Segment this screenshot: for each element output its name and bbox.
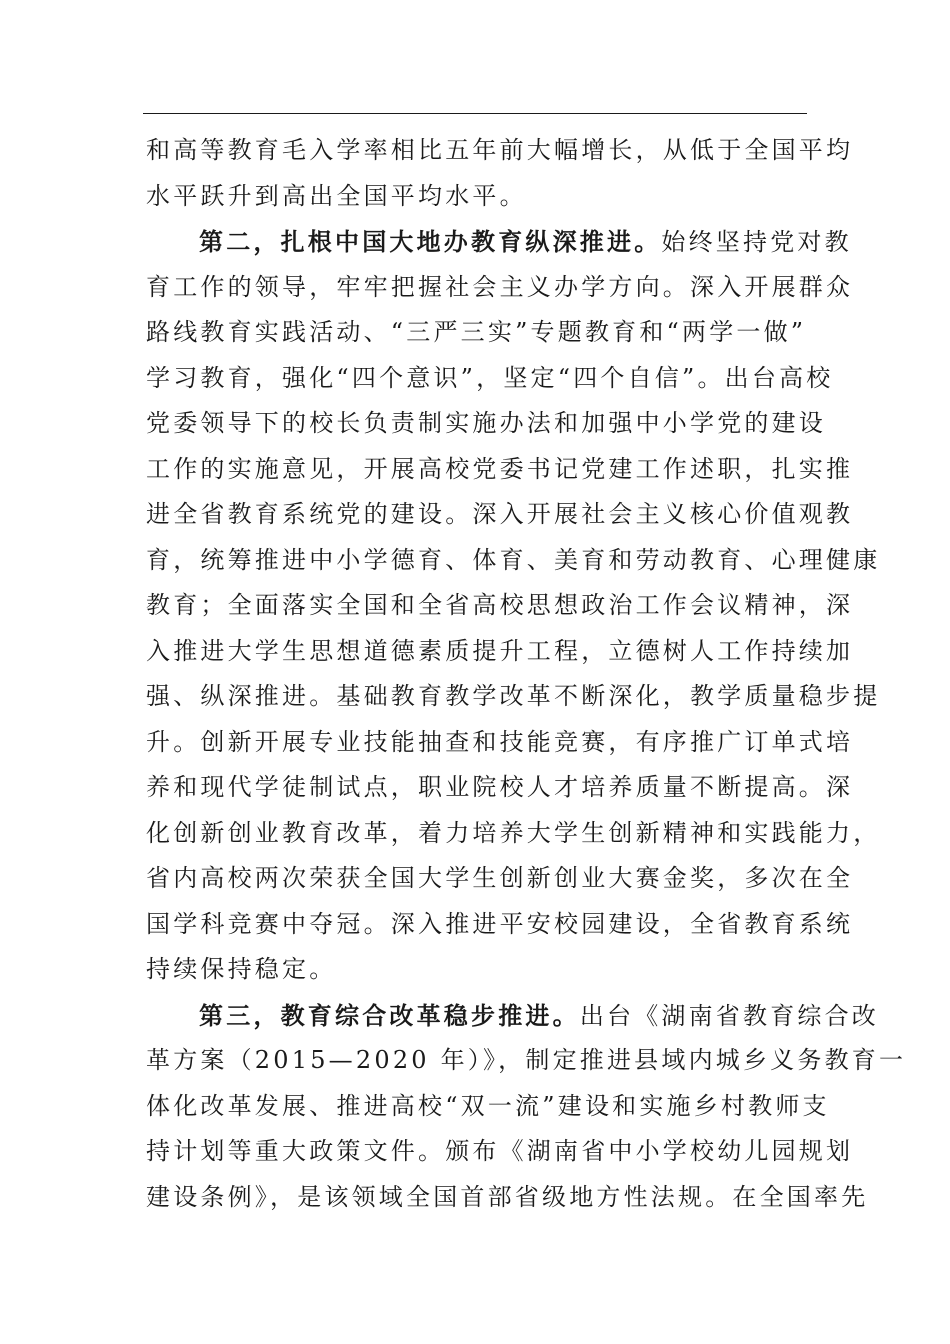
text-line: 学习教育，强化“四个意识”，坚定“四个自信”。出台高校	[146, 363, 834, 392]
text-line: 入推进大学生思想道德素质提升工程，立德树人工作持续加	[146, 636, 854, 665]
paragraph-lead: 第二，扎根中国大地办教育纵深推进。	[199, 227, 662, 256]
text-run: 始终坚持党对教	[661, 228, 852, 256]
text-line: 省内高校两次荣获全国大学生创新创业大赛金奖，多次在全	[146, 864, 854, 892]
text-run: 出台《湖南省教育综合改	[579, 1001, 880, 1030]
text-line: 建设条例》，是该领域全国首部省级地方性法规。在全国率先	[146, 1182, 869, 1211]
paragraph-3	[146, 993, 907, 1221]
text-line: 养和现代学徒制试点，职业院校人才培养质量不断提高。深	[146, 773, 854, 801]
text-line: 升。创新开展专业技能抽查和技能竞赛，有序推广订单式培	[146, 727, 854, 756]
body-text	[146, 128, 907, 1220]
text-line: 育，统筹推进中小学德育、体育、美育和劳动教育、心理健康	[146, 545, 881, 574]
text-line: 进全省教育系统党的建设。深入开展社会主义核心价值观教	[146, 500, 854, 528]
text-line: 化创新创业教育改革，着力培养大学生创新精神和实践能力，	[146, 818, 881, 847]
text-line	[146, 219, 852, 265]
text-line: 强、纵深推进。基础教育教学改革不断深化，教学质量稳步提	[146, 682, 881, 710]
text-line: 和高等教育毛入学率相比五年前大幅增长，从低于全国平均	[146, 136, 854, 164]
text-line: 工作的实施意见，开展高校党委书记党建工作述职，扎实推	[146, 454, 854, 483]
text-line: 持计划等重大政策文件。颁布《湖南省中小学校幼儿园规划	[146, 1137, 854, 1165]
text-line: 教育；全面落实全国和全省高校思想政治工作会议精神，深	[146, 591, 854, 619]
text-line: 持续保持稳定。	[146, 955, 337, 983]
paragraph-lead: 第三，教育综合改革稳步推进。	[199, 1000, 580, 1030]
text-line: 党委领导下的校长负责制实施办法和加强中小学党的建设	[146, 409, 826, 437]
text-line: 革方案（2015—2020 年）》，制定推进县域内城乡义务教育一	[146, 1046, 907, 1074]
text-line	[146, 993, 880, 1039]
paragraph-2	[146, 219, 881, 993]
text-line: 体化改革发展、推进高校“双一流”建设和实施乡村教师支	[146, 1091, 830, 1120]
header-rule	[143, 113, 807, 114]
paragraph-1	[146, 128, 854, 219]
text-line: 国学科竞赛中夺冠。深入推进平安校园建设，全省教育系统	[146, 909, 854, 938]
text-line: 育工作的领导，牢牢把握社会主义办学方向。深入开展群众	[146, 272, 854, 301]
text-line: 路线教育实践活动、“三严三实”专题教育和“两学一做”	[146, 318, 807, 346]
text-line: 水平跃升到高出全国平均水平。	[146, 181, 527, 210]
